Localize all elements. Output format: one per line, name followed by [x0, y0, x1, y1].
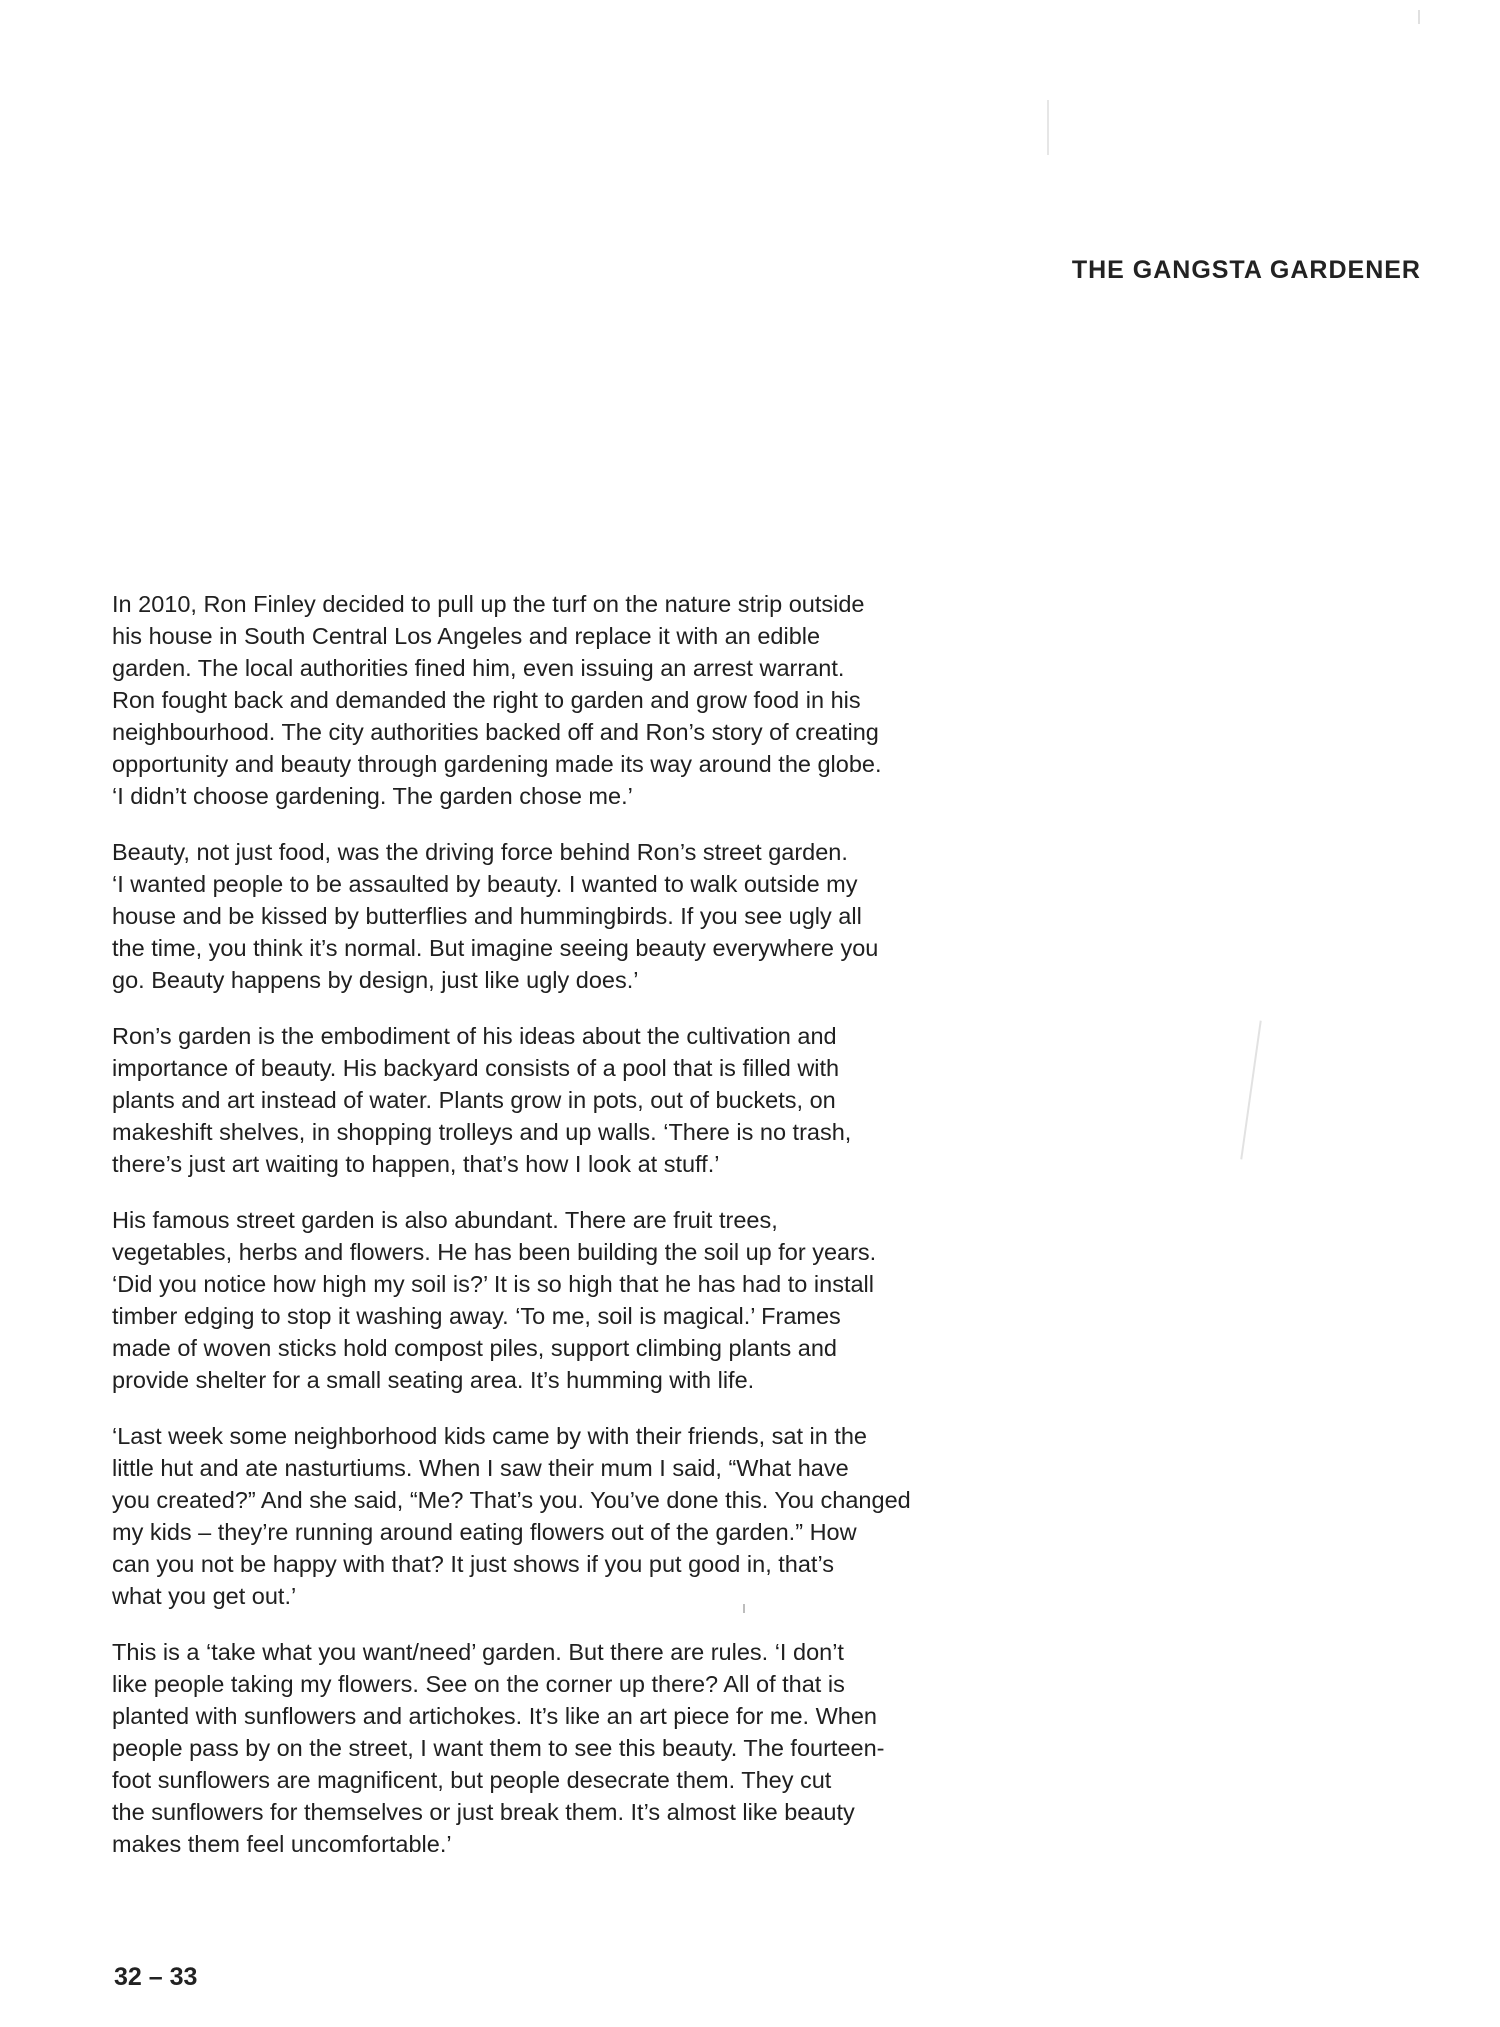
paragraph: [112, 1204, 992, 1396]
text-line: plants and art instead of water. Plants grow in pots, out of buckets, on: [112, 1087, 836, 1113]
text-line: Ron fought back and demanded the right to garden and grow food in his: [112, 687, 861, 713]
scan-artifact: [1047, 100, 1049, 155]
text-line: makes them feel uncomfortable.’: [112, 1831, 452, 1857]
text-line: garden. The local authorities fined him, even issuing an arrest warrant.: [112, 655, 845, 681]
text-line: you created?” And she said, “Me? That’s you. You’ve done this. You changed: [112, 1487, 911, 1513]
text-line: importance of beauty. His backyard consists of a pool that is filled with: [112, 1055, 840, 1081]
text-line: vegetables, herbs and flowers. He has been building the soil up for years.: [112, 1239, 877, 1265]
scan-artifact: [1418, 10, 1420, 24]
text-line: Beauty, not just food, was the driving force behind Ron’s street garden.: [112, 839, 848, 865]
text-line: can you not be happy with that? It just shows if you put good in, that’s: [112, 1551, 834, 1577]
text-line: His famous street garden is also abundant. There are fruit trees,: [112, 1207, 778, 1233]
text-line: my kids – they’re running around eating flowers out of the garden.” How: [112, 1519, 857, 1545]
paragraph: [112, 588, 992, 812]
text-line: provide shelter for a small seating area. It’s humming with life.: [112, 1367, 755, 1393]
text-line: makeshift shelves, in shopping trolleys and up walls. ‘There is no trash,: [112, 1119, 852, 1145]
text-line: his house in South Central Los Angeles and replace it with an edible: [112, 623, 821, 649]
text-line: people pass by on the street, I want them to see this beauty. The fourteen-: [112, 1735, 885, 1761]
text-line: what you get out.’: [112, 1583, 297, 1609]
text-line: ‘Did you notice how high my soil is?’ It is so high that he has had to install: [112, 1271, 874, 1297]
text-line: ‘I wanted people to be assaulted by beauty. I wanted to walk outside my: [112, 871, 858, 897]
paragraph: [112, 1020, 992, 1180]
text-line: the time, you think it’s normal. But imagine seeing beauty everywhere you: [112, 935, 879, 961]
paragraph: [112, 1420, 992, 1612]
text-line: go. Beauty happens by design, just like ugly does.’: [112, 967, 639, 993]
text-line: the sunflowers for themselves or just break them. It’s almost like beauty: [112, 1799, 855, 1825]
text-line: ‘Last week some neighborhood kids came by with their friends, sat in the: [112, 1423, 868, 1449]
text-line: made of woven sticks hold compost piles, support climbing plants and: [112, 1335, 837, 1361]
article-body: [112, 588, 992, 1884]
text-line: there’s just art waiting to happen, that’s how I look at stuff.’: [112, 1151, 720, 1177]
running-title: THE GANGSTA GARDENER: [1071, 256, 1421, 284]
text-line: foot sunflowers are magnificent, but people desecrate them. They cut: [112, 1767, 832, 1793]
text-line: house and be kissed by butterflies and hummingbirds. If you see ugly all: [112, 903, 862, 929]
text-line: opportunity and beauty through gardening made its way around the globe.: [112, 751, 882, 777]
text-line: This is a ‘take what you want/need’ garden. But there are rules. ‘I don’t: [112, 1639, 844, 1665]
text-line: like people taking my flowers. See on the corner up there? All of that is: [112, 1671, 845, 1697]
text-line: In 2010, Ron Finley decided to pull up the turf on the nature strip outside: [112, 591, 865, 617]
text-line: little hut and ate nasturtiums. When I saw their mum I said, “What have: [112, 1455, 849, 1481]
scan-artifact: [1240, 1021, 1261, 1160]
paragraph: [112, 836, 992, 996]
text-line: ‘I didn’t choose gardening. The garden chose me.’: [112, 783, 633, 809]
page-number: 32 – 33: [114, 1963, 198, 1991]
paragraph: [112, 1636, 992, 1860]
text-line: neighbourhood. The city authorities backed off and Ron’s story of creating: [112, 719, 879, 745]
text-line: timber edging to stop it washing away. ‘To me, soil is magical.’ Frames: [112, 1303, 841, 1329]
text-line: Ron’s garden is the embodiment of his ideas about the cultivation and: [112, 1023, 837, 1049]
text-line: planted with sunflowers and artichokes. It’s like an art piece for me. When: [112, 1703, 878, 1729]
